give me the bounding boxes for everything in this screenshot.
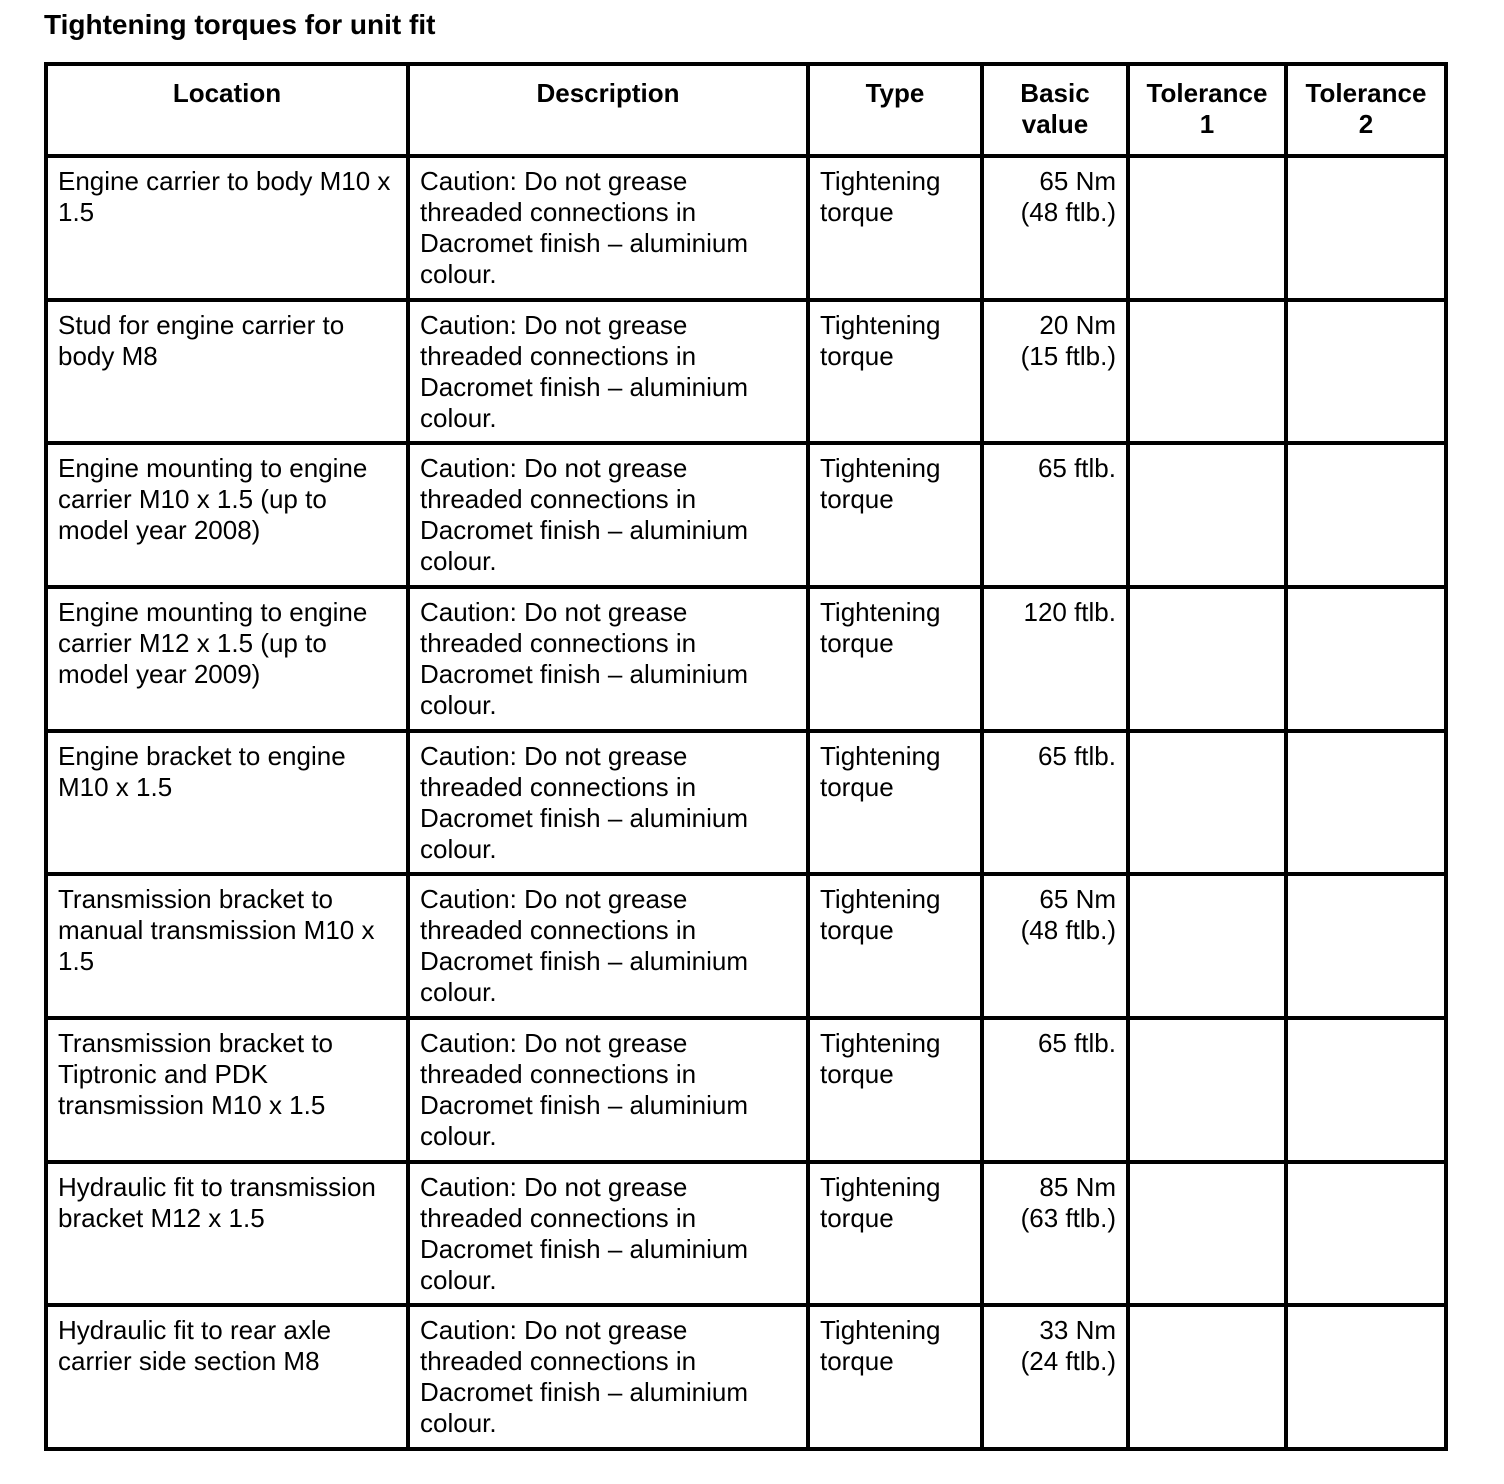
tolerance-1-cell: [1128, 1018, 1286, 1162]
tolerance-1-cell: [1128, 300, 1286, 444]
tolerance-1-cell: [1128, 874, 1286, 1018]
type-cell: Tightening torque: [808, 300, 982, 444]
header-tolerance-2: [1286, 64, 1446, 156]
tolerance-2-cell: [1286, 1305, 1446, 1449]
tolerance-2-cell: [1286, 1018, 1446, 1162]
table-body: [46, 156, 1446, 1449]
basic-value-primary: 20 Nm: [1039, 309, 1116, 340]
basic-value-primary: 65 Nm: [1039, 166, 1116, 196]
tolerance-2-cell: [1286, 443, 1446, 587]
description-cell: Caution: Do not grease threaded connections in Dacromet finish – aluminium colour.: [408, 300, 808, 444]
header-tolerance-2-line2: 2: [1358, 109, 1374, 139]
tolerance-2-cell: [1286, 587, 1446, 731]
location-cell: Hydraulic fit to rear axle carrier side section M8: [46, 1305, 408, 1449]
location-cell: Transmission bracket to Tiptronic and PDK transmission M10 x 1.5: [46, 1018, 408, 1162]
location-cell: Engine mounting to engine carrier M12 x 1.5 (up to model year 2009): [46, 587, 408, 731]
basic-value-primary: 65 Nm: [1039, 884, 1116, 915]
basic-value-secondary: (24 ftlb.): [1020, 1346, 1116, 1377]
header-basic-value-line2: value: [1021, 109, 1089, 139]
tolerance-2-cell: [1286, 156, 1446, 300]
table-row: [46, 156, 1446, 300]
description-cell: Caution: Do not grease threaded connections in Dacromet finish – aluminium colour.: [408, 1018, 808, 1162]
description-cell: Caution: Do not grease threaded connections in Dacromet finish – aluminium colour.: [408, 1162, 808, 1306]
basic-value-cell: [982, 874, 1128, 1018]
type-cell: Tightening torque: [808, 1018, 982, 1162]
location-cell: Transmission bracket to manual transmission M10 x 1.5: [46, 874, 408, 1018]
tolerance-1-cell: [1128, 1305, 1286, 1449]
tolerance-2-cell: [1286, 874, 1446, 1018]
tolerance-1-cell: [1128, 587, 1286, 731]
description-cell: Caution: Do not grease threaded connections in Dacromet finish – aluminium colour.: [408, 156, 808, 300]
type-cell: Tightening torque: [808, 731, 982, 875]
basic-value-primary: 65 ftlb.: [1037, 740, 1116, 771]
page-title: Tightening torques for unit fit: [44, 9, 436, 40]
header-row: [46, 64, 1446, 156]
type-cell: Tightening torque: [808, 874, 982, 1018]
header-description: Description: [408, 64, 808, 156]
header-basic-value: [982, 64, 1128, 156]
table-row: [46, 1305, 1446, 1449]
header-basic-value-line1: Basic: [1020, 78, 1090, 108]
type-cell: Tightening torque: [808, 1305, 982, 1449]
type-cell: Tightening torque: [808, 587, 982, 731]
basic-value-secondary: (63 ftlb.): [1020, 1202, 1116, 1233]
tolerance-1-cell: [1128, 1162, 1286, 1306]
table-row: [46, 731, 1446, 875]
basic-value-secondary: (48 ftlb.): [1020, 915, 1116, 946]
tolerance-2-cell: [1286, 1162, 1446, 1306]
table-row: [46, 443, 1446, 587]
basic-value-cell: [982, 443, 1128, 587]
type-cell: Tightening torque: [808, 156, 982, 300]
description-cell: Caution: Do not grease threaded connections in Dacromet finish – aluminium colour.: [408, 587, 808, 731]
description-cell: Caution: Do not grease threaded connections in Dacromet finish – aluminium colour.: [408, 1305, 808, 1449]
tolerance-1-cell: [1128, 731, 1286, 875]
basic-value-cell: [982, 731, 1128, 875]
type-cell: Tightening torque: [808, 443, 982, 587]
table-row: [46, 587, 1446, 731]
tolerance-2-cell: [1286, 300, 1446, 444]
torque-table: [44, 62, 1448, 1451]
table-row: [46, 1018, 1446, 1162]
header-tolerance-1-line1: Tolerance: [1146, 78, 1268, 108]
description-cell: Caution: Do not grease threaded connections in Dacromet finish – aluminium colour.: [408, 443, 808, 587]
table-row: [46, 300, 1446, 444]
basic-value-primary: 85 Nm: [1039, 1171, 1116, 1202]
location-cell: Engine carrier to body M10 x 1.5: [46, 156, 408, 300]
basic-value-cell: [982, 1305, 1128, 1449]
location-cell: Engine mounting to engine carrier M10 x 1.5 (up to model year 2008): [46, 443, 408, 587]
basic-value-cell: [982, 587, 1128, 731]
basic-value-secondary: (15 ftlb.): [1020, 340, 1116, 371]
basic-value-primary: 65 ftlb.: [1037, 453, 1116, 484]
basic-value-primary: 65 ftlb.: [1037, 1027, 1116, 1058]
tolerance-2-cell: [1286, 731, 1446, 875]
description-cell: Caution: Do not grease threaded connections in Dacromet finish – aluminium colour.: [408, 874, 808, 1018]
type-cell: Tightening torque: [808, 1162, 982, 1306]
basic-value-secondary: (48 ftlb.): [1020, 197, 1116, 227]
location-cell: Hydraulic fit to transmission bracket M12 x 1.5: [46, 1162, 408, 1306]
basic-value-primary: 33 Nm: [1039, 1315, 1116, 1346]
header-tolerance-1-line2: 1: [1199, 109, 1215, 139]
table-row: [46, 874, 1446, 1018]
location-cell: Stud for engine carrier to body M8: [46, 300, 408, 444]
tolerance-1-cell: [1128, 443, 1286, 587]
basic-value-primary: 120 ftlb.: [1023, 596, 1116, 627]
header-type: Type: [808, 64, 982, 156]
header-tolerance-1: [1128, 64, 1286, 156]
tolerance-1-cell: [1128, 156, 1286, 300]
header-tolerance-2-line1: Tolerance: [1305, 78, 1427, 108]
basic-value-cell: [982, 156, 1128, 300]
description-cell: Caution: Do not grease threaded connections in Dacromet finish – aluminium colour.: [408, 731, 808, 875]
table-row: [46, 1162, 1446, 1306]
basic-value-cell: [982, 300, 1128, 444]
basic-value-cell: [982, 1018, 1128, 1162]
basic-value-cell: [982, 1162, 1128, 1306]
location-cell: Engine bracket to engine M10 x 1.5: [46, 731, 408, 875]
header-location: Location: [46, 64, 408, 156]
